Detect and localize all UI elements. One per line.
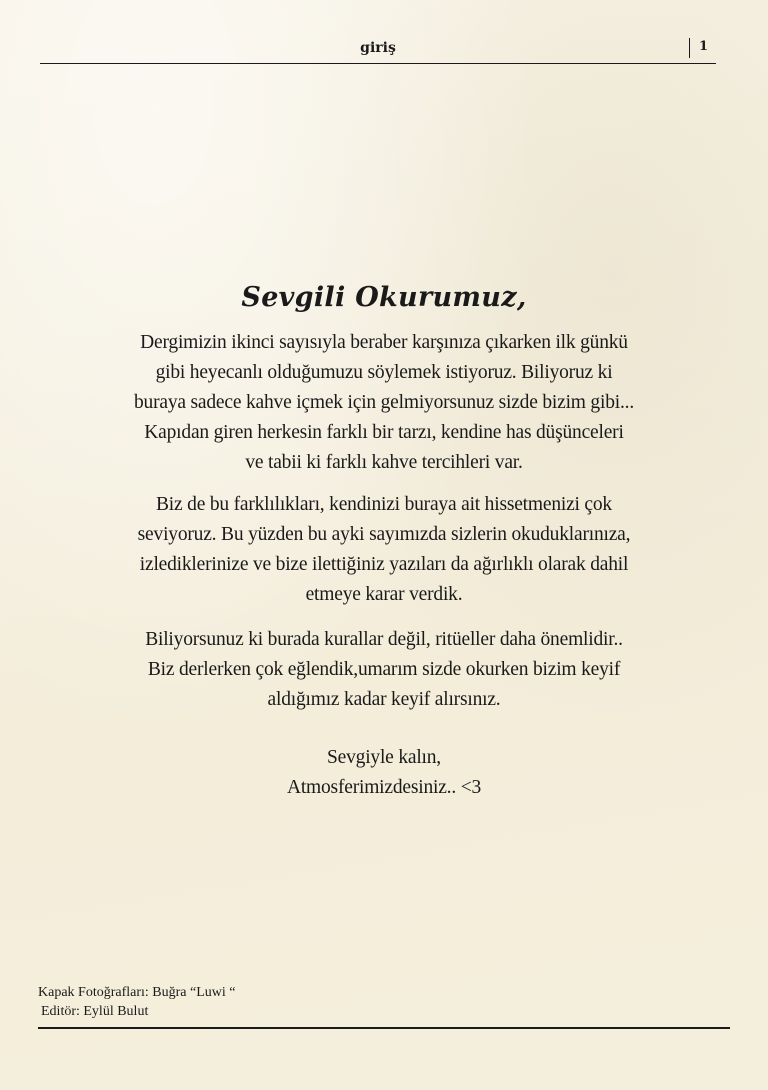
- text-line: gibi heyecanlı olduğumuzu söylemek istiyoruz. Biliyoruz ki: [155, 362, 613, 383]
- text-line: ve tabii ki farklı kahve tercihleri var.: [245, 452, 523, 473]
- text-line: Biliyorsunuz ki burada kurallar değil, ritüeller daha önemlidir..: [145, 629, 623, 650]
- cover-photo-credit: Kapak Fotoğrafları: Buğra “Luwi “: [38, 985, 236, 1000]
- signoff-line: Atmosferimizdesiniz.. <3: [286, 777, 482, 798]
- letter-signoff: [84, 743, 684, 803]
- text-line: aldığımız kadar keyif alırsınız.: [267, 689, 501, 710]
- footer-rule: [38, 1027, 730, 1029]
- page-number: 1: [698, 39, 708, 54]
- signoff-line: Sevgiyle kalın,: [327, 747, 441, 768]
- credits: [38, 983, 236, 1021]
- page-header: [40, 32, 716, 66]
- section-title: giriş: [360, 40, 396, 56]
- page-number-separator: [689, 38, 691, 58]
- letter-paragraph-1: [84, 328, 684, 478]
- text-line: etmeye karar verdik.: [305, 584, 463, 605]
- letter-paragraph-3: [84, 625, 684, 715]
- letter-greeting: Sevgili Okurumuz,: [241, 282, 527, 313]
- text-line: Biz derlerken çok eğlendik,umarım sizde okurken bizim keyif: [147, 659, 621, 680]
- text-line: Biz de bu farklılıkları, kendinizi buraya ait hissetmenizi çok: [155, 494, 612, 515]
- text-line: izlediklerinize ve bize ilettiğiniz yazıları da ağırlıklı olarak dahil: [139, 554, 629, 575]
- text-line: Kapıdan giren herkesin farklı bir tarzı, kendine has düşünceleri: [144, 422, 624, 443]
- header-rule: [40, 63, 716, 65]
- text-line: Dergimizin ikinci sayısıyla beraber karşınıza çıkarken ilk günkü: [140, 332, 628, 353]
- editor-credit: Editör: Eylül Bulut: [41, 1004, 149, 1019]
- text-line: buraya sadece kahve içmek için gelmiyorsunuz sizde bizim gibi...: [134, 392, 634, 413]
- letter-paragraph-2: [84, 490, 684, 610]
- text-line: seviyoruz. Bu yüzden bu ayki sayımızda sizlerin okuduklarınıza,: [137, 524, 631, 545]
